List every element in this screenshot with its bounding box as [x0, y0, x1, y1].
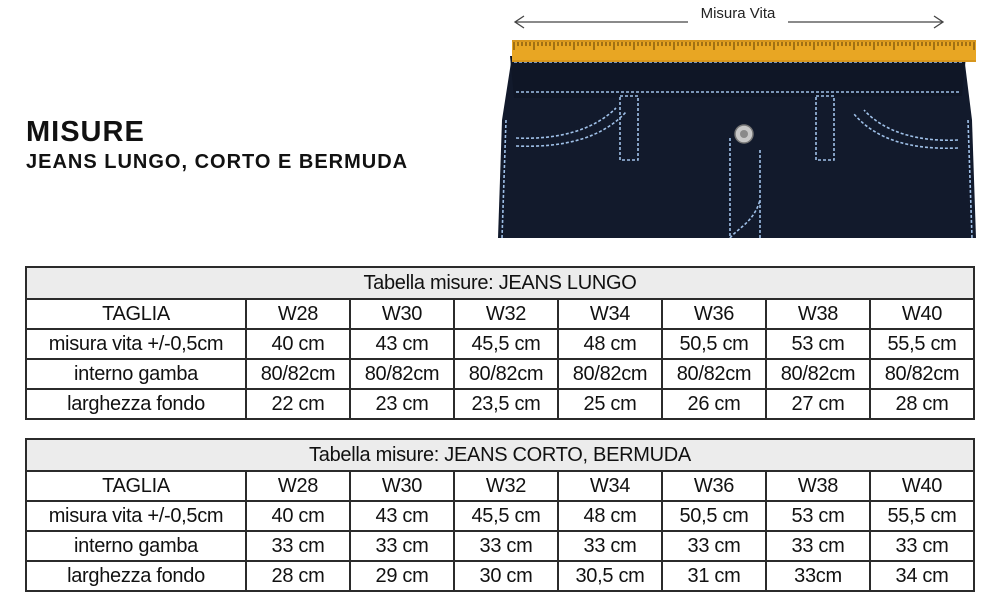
- page-heading: [26, 116, 408, 174]
- header-cell: W30: [350, 471, 454, 501]
- table-cell: 80/82cm: [766, 359, 870, 389]
- table-cell: 53 cm: [766, 329, 870, 359]
- row-label: misura vita +/-0,5cm: [26, 501, 246, 531]
- table-cell: 33 cm: [558, 531, 662, 561]
- table-cell: 25 cm: [558, 389, 662, 419]
- table-cell: 80/82cm: [558, 359, 662, 389]
- row-label: larghezza fondo: [26, 561, 246, 591]
- table-row: [26, 561, 974, 591]
- table-cell: 48 cm: [558, 501, 662, 531]
- table-cell: 33 cm: [766, 531, 870, 561]
- table-cell: 33 cm: [870, 531, 974, 561]
- table-cell: 43 cm: [350, 329, 454, 359]
- table-cell: 33 cm: [454, 531, 558, 561]
- table-cell: 40 cm: [246, 501, 350, 531]
- header-cell: W40: [870, 471, 974, 501]
- table-cell: 50,5 cm: [662, 501, 766, 531]
- table-cell: 55,5 cm: [870, 501, 974, 531]
- jeans-waist-photo: [498, 0, 976, 238]
- table-cell: 34 cm: [870, 561, 974, 591]
- header-cell: W28: [246, 299, 350, 329]
- size-table-jeans-lungo: [25, 266, 975, 420]
- table-row: [26, 389, 974, 419]
- table-header-row: [26, 299, 974, 329]
- waist-measure-label: Misura Vita: [700, 5, 776, 22]
- row-label: larghezza fondo: [26, 389, 246, 419]
- table-cell: 80/82cm: [662, 359, 766, 389]
- header-cell: W32: [454, 471, 558, 501]
- table-cell: 22 cm: [246, 389, 350, 419]
- table-cell: 33 cm: [246, 531, 350, 561]
- header-cell: W36: [662, 299, 766, 329]
- table-cell: 30,5 cm: [558, 561, 662, 591]
- table-caption: Tabella misure: JEANS CORTO, BERMUDA: [26, 439, 974, 471]
- table-cell: 33cm: [766, 561, 870, 591]
- table-cell: 45,5 cm: [454, 501, 558, 531]
- header-cell: W30: [350, 299, 454, 329]
- table-cell: 80/82cm: [350, 359, 454, 389]
- header-cell: W32: [454, 299, 558, 329]
- table-cell: 28 cm: [246, 561, 350, 591]
- table-cell: 27 cm: [766, 389, 870, 419]
- row-label: interno gamba: [26, 359, 246, 389]
- table-cell: 55,5 cm: [870, 329, 974, 359]
- table-cell: 26 cm: [662, 389, 766, 419]
- table-cell: 23 cm: [350, 389, 454, 419]
- row-label: interno gamba: [26, 531, 246, 561]
- page-title: MISURE: [26, 116, 145, 148]
- table-cell: 30 cm: [454, 561, 558, 591]
- header-cell: W36: [662, 471, 766, 501]
- table-cell: 50,5 cm: [662, 329, 766, 359]
- table-row: [26, 329, 974, 359]
- table-cell: 23,5 cm: [454, 389, 558, 419]
- header-cell: W40: [870, 299, 974, 329]
- row-label: misura vita +/-0,5cm: [26, 329, 246, 359]
- table-header-row: [26, 471, 974, 501]
- table-cell: 53 cm: [766, 501, 870, 531]
- header-cell: TAGLIA: [26, 471, 246, 501]
- table-row: [26, 359, 974, 389]
- header-cell: W34: [558, 299, 662, 329]
- table-cell: 43 cm: [350, 501, 454, 531]
- size-table-jeans-corto-bermuda: [25, 438, 975, 592]
- table-cell: 33 cm: [350, 531, 454, 561]
- table-cell: 28 cm: [870, 389, 974, 419]
- table-cell: 45,5 cm: [454, 329, 558, 359]
- header-cell: TAGLIA: [26, 299, 246, 329]
- table-cell: 80/82cm: [246, 359, 350, 389]
- header-cell: W34: [558, 471, 662, 501]
- table-cell: 40 cm: [246, 329, 350, 359]
- table-cell: 48 cm: [558, 329, 662, 359]
- table-row: [26, 501, 974, 531]
- page-subtitle: JEANS LUNGO, CORTO E BERMUDA: [26, 151, 409, 173]
- table-cell: 80/82cm: [870, 359, 974, 389]
- table-cell: 29 cm: [350, 561, 454, 591]
- table-row: [26, 531, 974, 561]
- table-cell: 33 cm: [662, 531, 766, 561]
- header-cell: W38: [766, 471, 870, 501]
- header-cell: W28: [246, 471, 350, 501]
- table-cell: 31 cm: [662, 561, 766, 591]
- table-cell: 80/82cm: [454, 359, 558, 389]
- table-caption: Tabella misure: JEANS LUNGO: [26, 267, 974, 299]
- header-cell: W38: [766, 299, 870, 329]
